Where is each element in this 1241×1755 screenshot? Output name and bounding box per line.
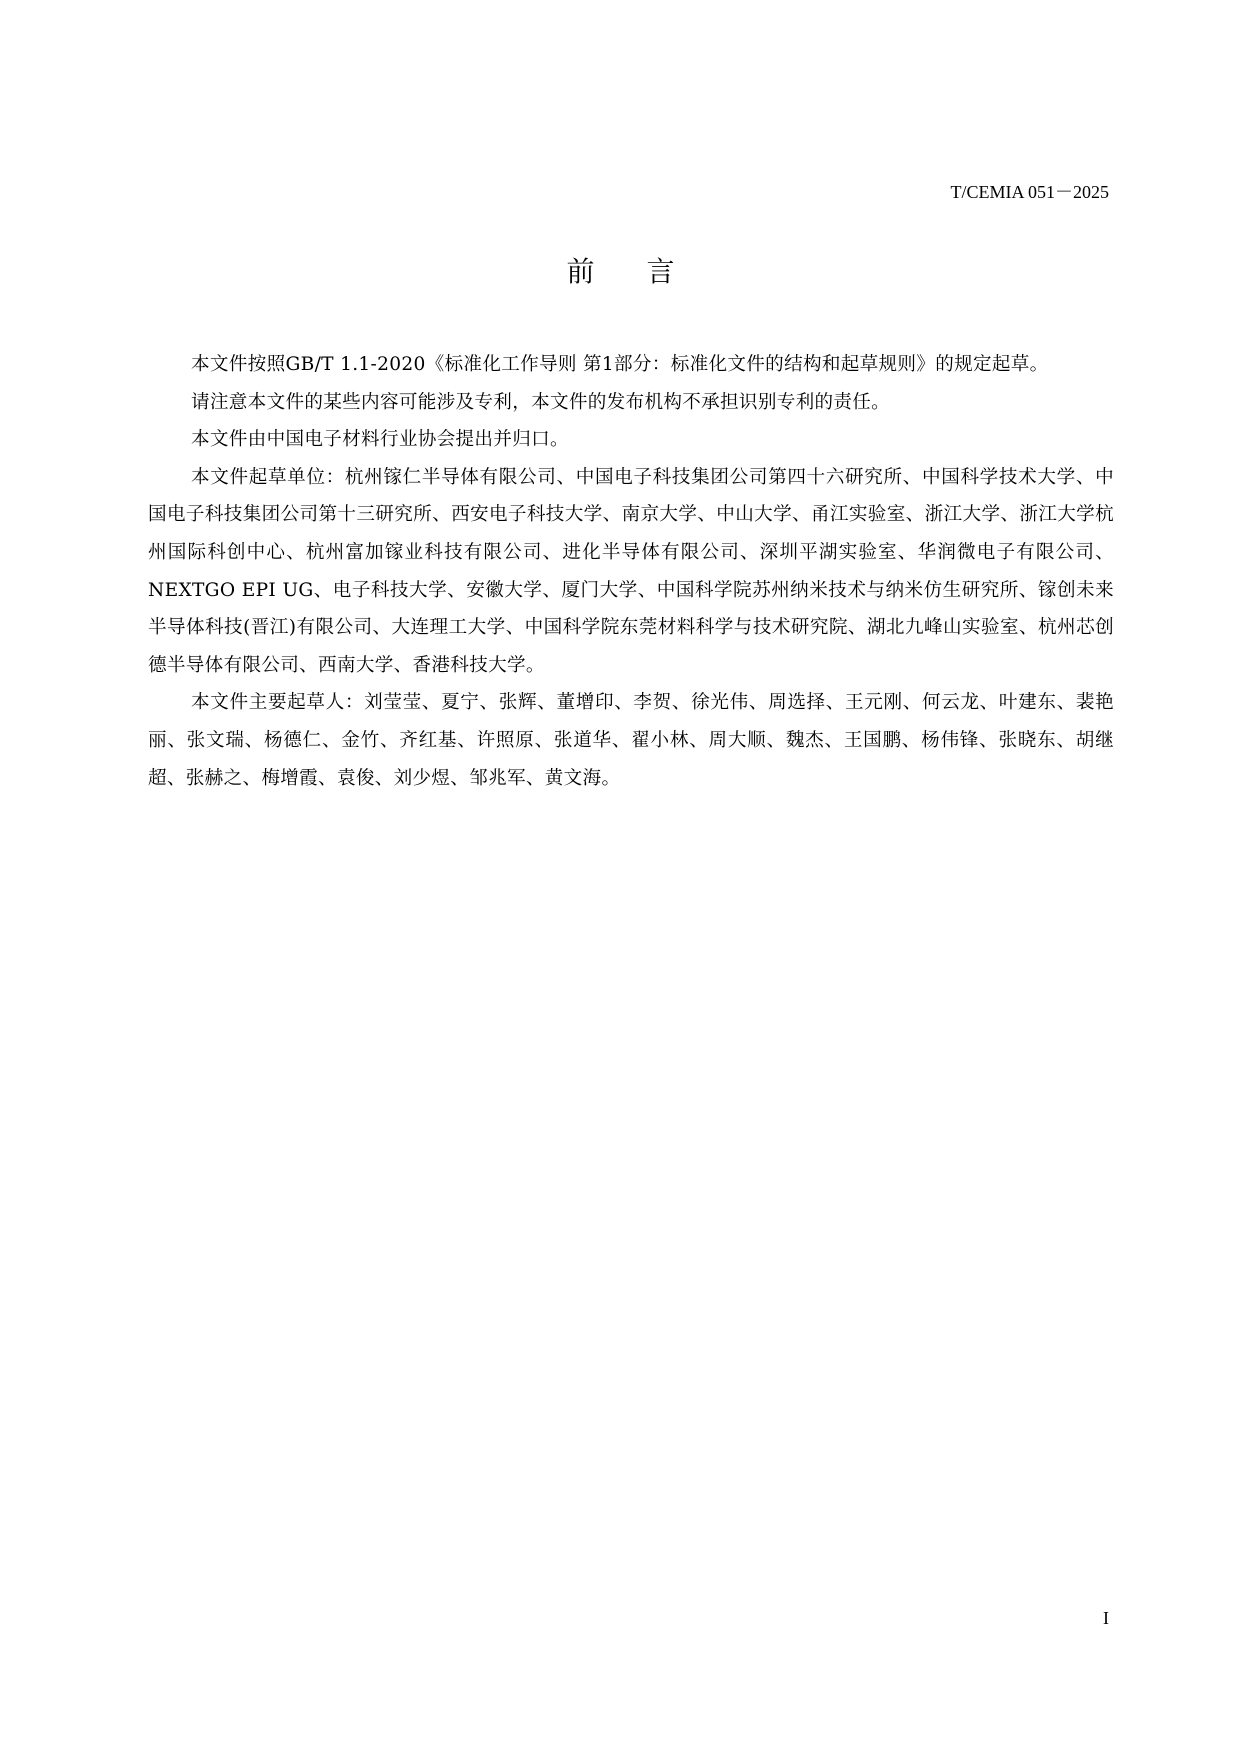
preface-body — [148, 346, 1114, 797]
paragraph-patent-notice: 请注意本文件的某些内容可能涉及专利，本文件的发布机构不承担识别专利的责任。 — [191, 391, 891, 413]
page-title: 前言 — [566, 255, 727, 288]
paragraph-drafters: 本文件主要起草人：刘莹莹、夏宁、张辉、董增印、李贺、徐光伟、周选择、王元刚、何云龙、叶建东、裴艳丽、张文瑞、杨德仁、金竹、齐红基、许照原、张道华、翟小林、周大顺、魏杰、王国鹏、杨伟锋、张晓东、胡继超、张赫之、梅增霞、袁俊、刘少煜、邹兆军、黄文海。 — [148, 692, 1114, 789]
page-number: I — [1103, 1608, 1109, 1628]
paragraph-drafting-rules: 本文件按照GB/T 1.1-2020《标准化工作导则 第1部分：标准化文件的结构和起草规则》的规定起草。 — [191, 354, 1049, 375]
paragraph-proposer: 本文件由中国电子材料行业协会提出并归口。 — [191, 429, 569, 451]
paragraph-drafting-units: 本文件起草单位：杭州镓仁半导体有限公司、中国电子科技集团公司第四十六研究所、中国科学技术大学、中国电子科技集团公司第十三研究所、西安电子科技大学、南京大学、中山大学、甬江实验室、浙江大学、浙江大学杭州国际科创中心、杭州富加镓业科技有限公司、进化半导体有限公司、深圳平湖实验室、华润微电子有限公司、NEXTGO EPI UG、电子科技大学、安徽大学、厦门大学、中国科学院苏州纳米技术与纳米仿生研究所、镓创未来半导体科技(晋江)有限公司、大连理工大学、中国科学院东莞材料科学与技术研究院、湖北九峰山实验室、杭州芯创德半导体有限公司、西南大学、香港科技大学。 — [148, 466, 1114, 676]
document-number: T/CEMIA 051－2025 — [950, 182, 1109, 202]
